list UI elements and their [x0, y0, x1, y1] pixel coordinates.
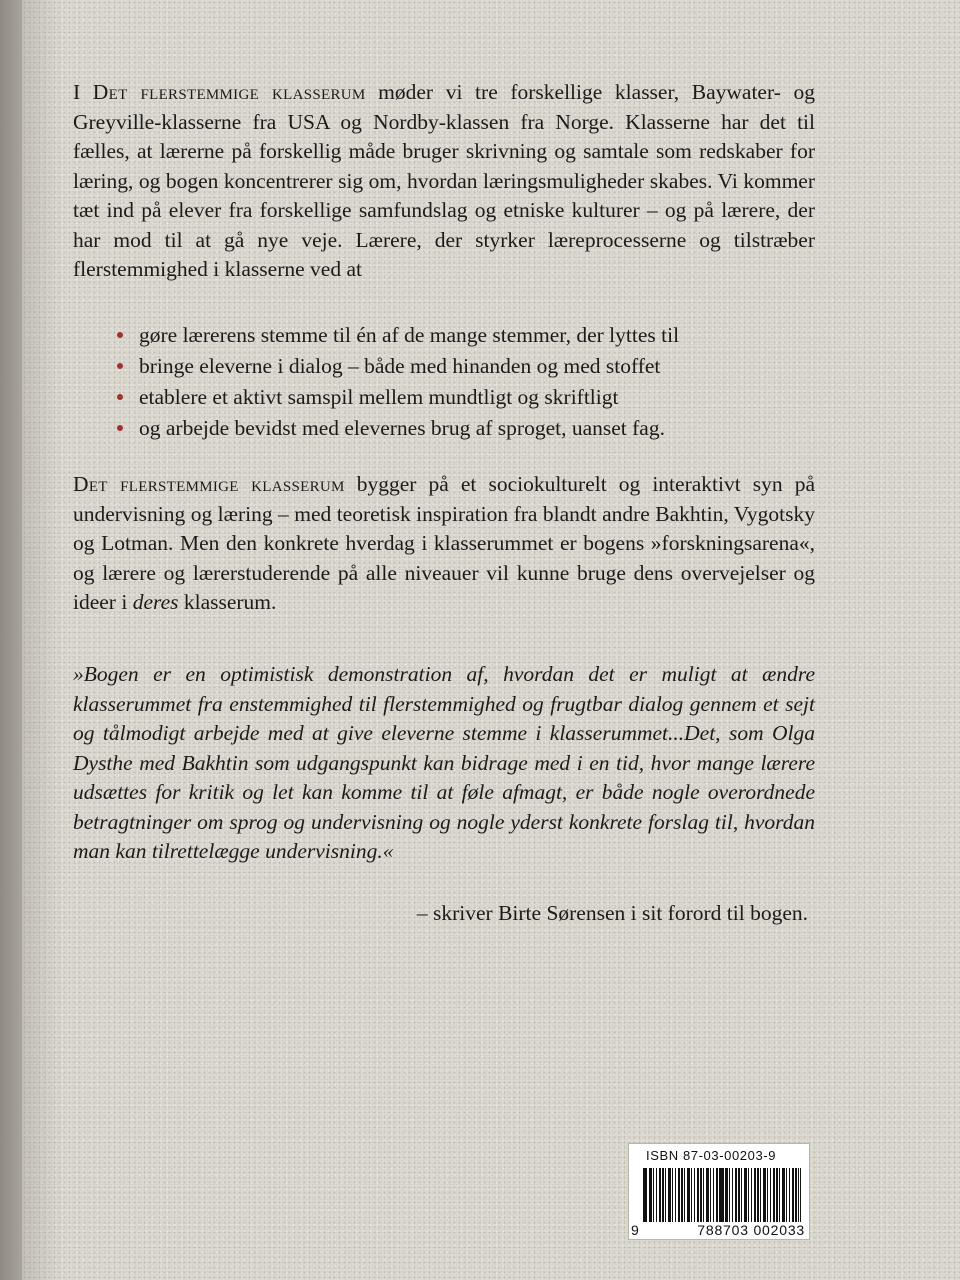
barcode-guard — [721, 1168, 722, 1230]
emphasis-word: deres — [132, 590, 179, 614]
list-item: etablere et aktivt samspil mellem mundtligt og skriftligt — [115, 382, 815, 413]
bullet-dot — [117, 425, 123, 431]
list-item: og arbejde bevidst med elevernes brug af sproget, uanset fag. — [115, 413, 815, 444]
intro-text: møder vi tre forskellige klasser, Baywater- og Greyville-klasserne fra USA og Nordby-klassen fra Norge. Klasserne har det til fælles, at lærerne på forskellig måde bruger skrivning og samtale som redskaber for læring, og bogen koncentrerer sig om, hvordan læringsmuligheder skabes. Vi kommer tæt ind på elever fra forskellige samfundslag og etniske kulturer – og på lærere, der har mod til at gå nye veje. Lærere, der styrker læreprocesserne og tilstræber flerstemmighed i klasserne ved at — [73, 80, 815, 281]
ean-digits — [629, 1222, 805, 1238]
bullet-dot — [117, 363, 123, 369]
barcode-guard — [798, 1168, 799, 1230]
bullet-list — [115, 320, 815, 444]
intro-paragraph — [73, 78, 815, 285]
barcode-bars — [643, 1168, 801, 1224]
list-item: bringe eleverne i dialog – både med hinanden og med stoffet — [115, 351, 815, 382]
list-item: gøre lærerens stemme til én af de mange stemmer, der lyttes til — [115, 320, 815, 351]
isbn-label: ISBN 87-03-00203-9 — [646, 1148, 777, 1163]
isbn-barcode-box — [628, 1143, 810, 1240]
ean-lead-digit: 9 — [631, 1222, 640, 1238]
second-text: bygger på et sociokulturelt og interaktivt syn på undervisning og læring – med teoretisk inspiration fra blandt andre Bakhtin, Vygotsky og Lotman. Men den konkrete hverdag i klasserummet er bogens »forskningsarena«, og lærere og lærerstuderende på alle niveauer vil kunne bruge dens overvejelser og ideer i — [73, 472, 815, 614]
ean-number: 788703 002033 — [697, 1222, 805, 1238]
quote-attribution: – skriver Birte Sørensen i sit forord til bogen. — [416, 901, 808, 925]
book-title-smallcaps: Det flerstemmige klasserum — [73, 472, 345, 496]
review-quote: »Bogen er en optimistisk demonstration af, hvordan det er muligt at ændre klasserummet fra enstemmighed til flerstemmighed og frugtbar dialog gennem et sejt og tålmodigt arbejde med at give eleverne stemme i klasserummet...Det, som Olga Dysthe med Bakhtin som udgangspunkt kan bidrage med i en tid, hvor mange lærere udsættes for kritik og let kan komme til at føle afmagt, er både nogle overordnede betragtninger om sprog og undervisning og nogle yderst konkrete forslag til, hvordan man kan tilrettelægge undervisning.« — [73, 662, 815, 863]
intro-prefix: I — [73, 80, 93, 104]
second-text-end: klasserum. — [178, 590, 277, 614]
bullet-dot — [117, 394, 123, 400]
barcode-guard — [723, 1168, 724, 1230]
bullet-dot — [117, 332, 123, 338]
book-spine-edge — [0, 0, 22, 1280]
barcode-guard — [645, 1168, 646, 1230]
second-paragraph — [73, 470, 815, 618]
barcode-guard — [643, 1168, 644, 1230]
barcode-guard — [800, 1168, 801, 1230]
book-title-smallcaps: Det flerstemmige klasserum — [92, 80, 366, 104]
